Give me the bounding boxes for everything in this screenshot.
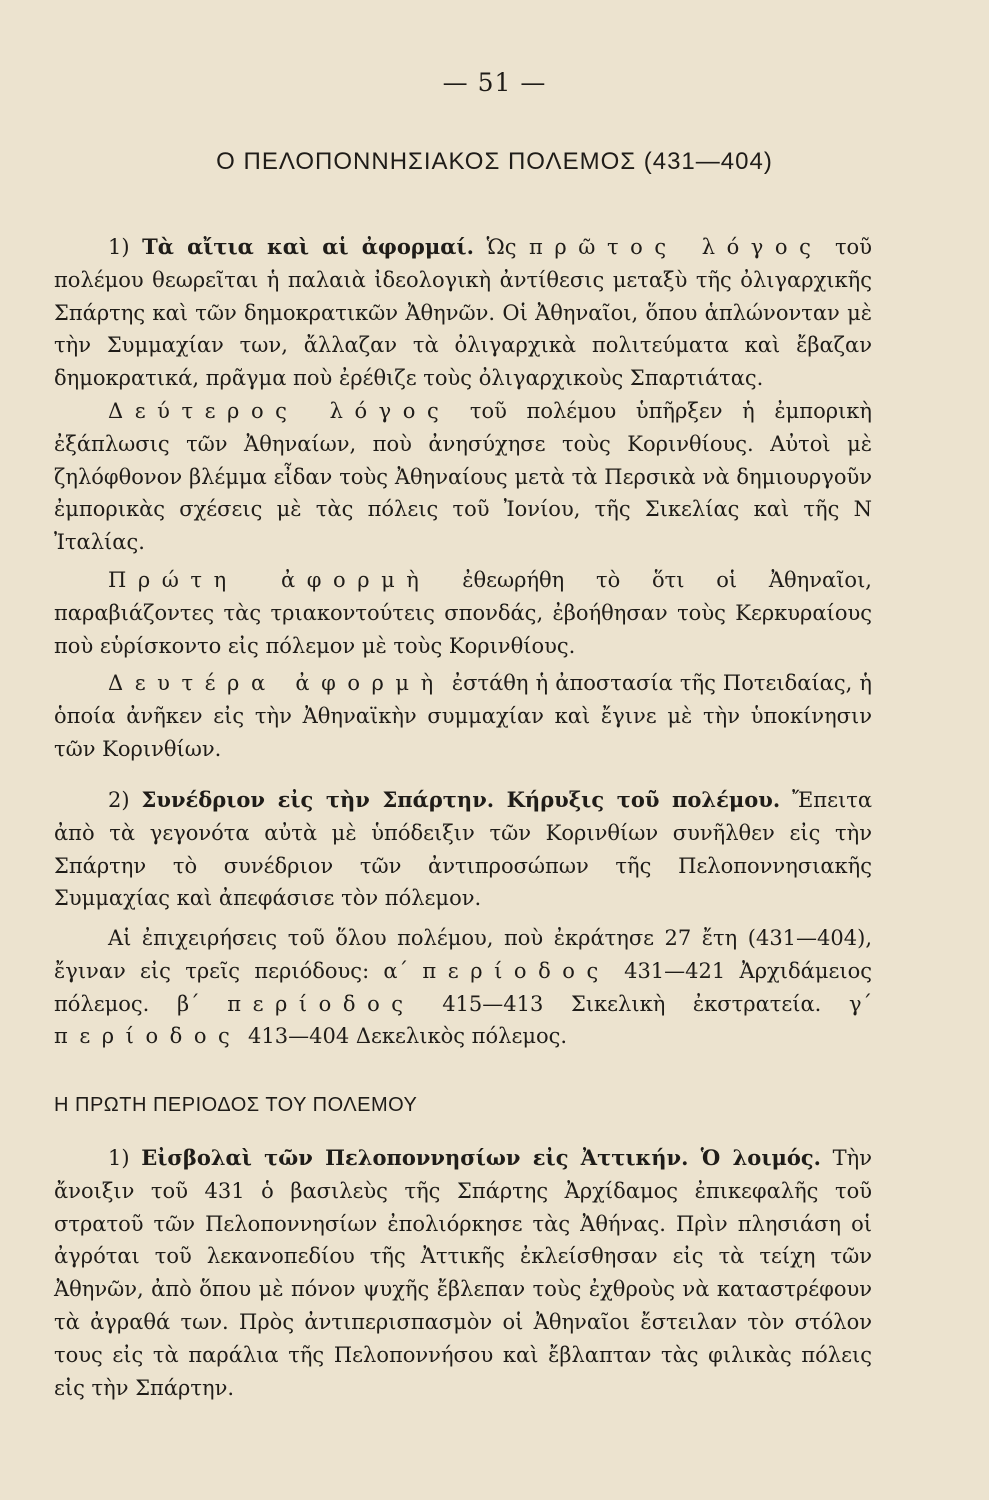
spaced-term: περίοδος <box>422 958 610 983</box>
page-number: — 51 — <box>442 68 547 97</box>
spaced-term: Δευτέρα ἀφορμὴ <box>108 671 445 695</box>
paragraph-congress: 2) Συνέδριον εἰς τὴν Σπάρτην. Κήρυξις τοῦ πολέμου. Ἔπειτα ἀπὸ τὰ γεγονότα αὐτὰ μὲ ὑπόδειξιν τῶν Κορινθίων συνῆλθεν εἰς τὴν Σπάρτην τὸ συνέδριον τῶν ἀντιπροσώπων τῆς Πελοποννησιακῆς Συμμαχίας καὶ ἀπεφάσισε τὸν πόλεμον. <box>54 787 872 911</box>
paragraph-second-cause: Δεύτερος λόγος τοῦ πολέμου ὑπῆρξεν ἡ ἐμπορικὴ ἐξάπλωσις τῶν Ἀθηναίων, ποὺ ἀνησύχησε τοὺς Κορινθίους. Αὐτοὶ μὲ ζηλόφθονον βλέμμα εἶδαν τοὺς Ἀθηναίους μετὰ τὰ Περσικὰ νὰ δημιουργοῦν ἐμπορικὰς σχέσεις μὲ τὰς πόλεις τοῦ Ἰονίου, τῆς Σικελίας καὶ τῆς Ν Ἰταλίας. <box>54 399 873 555</box>
section-number: 2) <box>108 788 130 812</box>
section-heading: Εἰσβολαὶ τῶν Πελοποννησίων εἰς Ἀττικήν. Ὁ λοιμός. <box>141 1145 821 1170</box>
paragraph-periods: Αἱ ἐπιχειρήσεις τοῦ ὅλου πολέμου, ποὺ ἐκράτησε 27 ἔτη (431—404), ἔγιναν εἰς τρεῖς περιόδους: α΄ περίοδος 431—421 Ἀρχιδάμειος πόλεμος. β΄ περίοδος 415—413 Σικελικὴ ἐκστρατεία. γ΄ περίοδος 413—404 Δεκελικὸς πόλεμος. <box>54 926 872 1049</box>
paragraph-invasions: 1) Εἰσβολαὶ τῶν Πελοποννησίων εἰς Ἀττικήν. Ὁ λοιμός. Τὴν ἄνοιξιν τοῦ 431 ὁ βασιλεὺς τῆς Σπάρτης Ἀρχίδαμος ἐπικεφαλῆς τοῦ στρατοῦ τῶν Πελοποννησίων ἐπολιόρκησε τὰς Ἀθήνας. Πρὶν πλησιάση οἱ ἀγρόται τοῦ λεκανοπεδίου τῆς Ἀττικῆς ἐκλείσθησαν εἰς τὰ τείχη τῶν Ἀθηνῶν, ἀπὸ ὅπου μὲ πόνον ψυχῆς ἔβλεπαν τοὺς ἐχθροὺς νὰ καταστρέφουν τὰ ἀγραθά των. Πρὸς ἀντιπερισπασμὸν οἱ Ἀθηναῖοι ἔστειλαν τὸν στόλον τους εἰς τὰ παράλια τῆς Πελοποννήσου καὶ ἔβλαπταν τὰς φιλικὰς πόλεις εἰς τὴν Σπάρτην. <box>54 1145 872 1400</box>
paragraph-causes: 1) Τὰ αἴτια καὶ αἱ ἀφορμαί. Ὡς πρῶτος λόγος τοῦ πολέμου θεωρεῖται ἡ παλαιὰ ἰδεολογικὴ ἀντίθεσις μεταξὺ τῆς ὀλιγαρχικῆς Σπάρτης καὶ τῶν δημοκρατικῶν Ἀθηνῶν. Οἱ Ἀθηναῖοι, ὅπου ἁπλώνονταν μὲ τὴν Συμμαχίαν των, ἄλλαζαν τὰ ὀλιγαρχικὰ πολιτεύματα καὶ ἔβαζαν δημοκρατικά, πρᾶγμα ποὺ ἐρέθιζε τοὺς ὀλιγαρχικοὺς Σπαρτιάτας. <box>54 234 872 391</box>
section-heading: Συνέδριον εἰς τὴν Σπάρτην. Κήρυξις τοῦ πολέμου. <box>141 787 781 812</box>
section-number: 1) <box>108 235 130 259</box>
chapter-title: Ο ΠΕΛΟΠΟΝΝΗΣΙΑΚΟΣ ΠΟΛΕΜΟΣ (431—404) <box>216 148 773 175</box>
section-heading: Τὰ αἴτια καὶ αἱ ἀφορμαί. <box>142 234 474 259</box>
spaced-term: περίοδος <box>227 991 415 1016</box>
spaced-term: πρῶτος λόγος <box>529 235 823 259</box>
spaced-term: Πρώτη ἀφορμὴ <box>108 568 431 592</box>
paragraph-first-pretext: Πρώτη ἀφορμὴ ἐθεωρήθη τὸ ὅτι οἱ Ἀθηναῖοι, παραβιάζοντες τὰς τριακοντούτεις σπονδάς, ἐβοήθησαν τοὺς Κερκυραίους ποὺ εὑρίσκοντο εἰς πόλεμον μὲ τοὺς Κορινθίους. <box>54 568 872 658</box>
spaced-term: περίοδος <box>54 1024 242 1049</box>
section-number: 1) <box>108 1146 130 1170</box>
subchapter-title: Η ΠΡΩΤΗ ΠΕΡΙΟΔΟΣ ΤΟΥ ΠΟΛΕΜΟΥ <box>54 1094 418 1116</box>
spaced-term: Δεύτερος λόγος <box>108 399 451 423</box>
paragraph-second-pretext: Δευτέρα ἀφορμὴ ἐστάθη ἡ ἀποστασία τῆς Ποτειδαίας, ἡ ὁποία ἀνῆκεν εἰς τὴν Ἀθηναϊκὴν συμμαχίαν καὶ ἔγινε μὲ τὴν ὑποκίνησιν τῶν Κορινθίων. <box>54 671 872 761</box>
